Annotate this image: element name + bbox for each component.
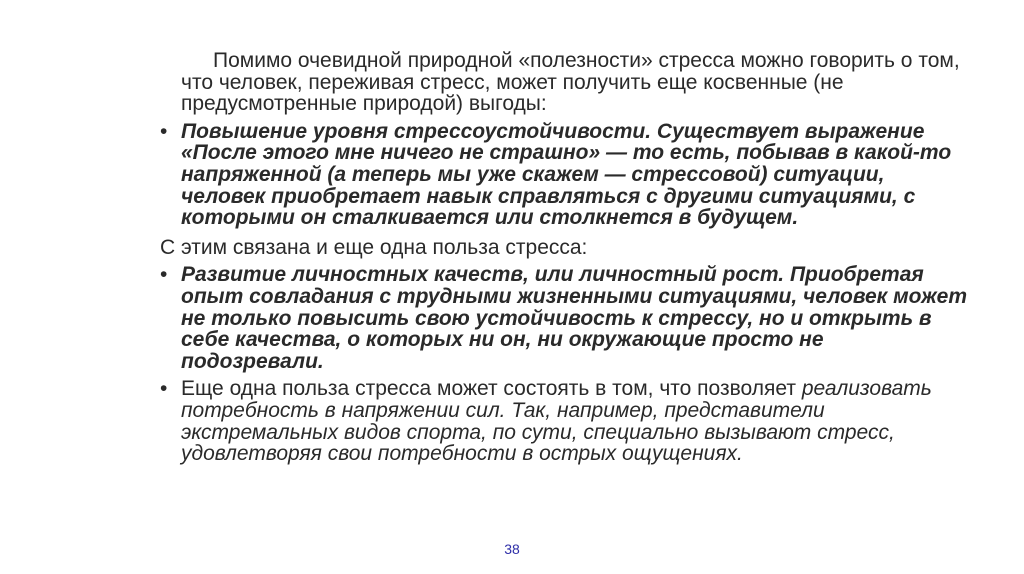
bullet-item-personal-growth xyxy=(160,264,972,372)
intro-paragraph: Помимо очевидной природной «полезности» стресса можно говорить о том, что человек, переживая стресс, может получить еще косвенные (не предусмотренные природой) выгоды: xyxy=(181,49,960,116)
bullet-text-extreme-sports-lead: Еще одна польза стресса может состоять в том, что позволяет xyxy=(181,377,796,401)
slide-body xyxy=(160,50,972,465)
bullet-text-extreme-sports-italic: реализовать потребность в напряжении сил. Так, например, представители экстремальных видов спорта, по сути, специально вызывают стресс, удовлетворяя свои потребности в острых ощущениях. xyxy=(181,377,932,466)
bullet-item-stress-resistance xyxy=(160,121,972,229)
bullet-icon: • xyxy=(160,119,168,143)
connector-paragraph: С этим связана и еще одна польза стресса: xyxy=(160,235,588,259)
bullet-text-personal-growth: Развитие личностных качеств, или личностный рост. Приобретая опыт совладания с трудными жизненными ситуациями, человек может не только повысить свою устойчивость к стрессу, но и открыть в себе качества, о которых ни он, ни окружающие просто не подозревали. xyxy=(181,263,968,373)
bullet-text-stress-resistance: Повышение уровня стрессоустойчивости. Существует выражение «После этого мне ничего не страшно» — то есть, побывав в какой-то напряженной (а теперь мы уже скажем — стрессовой) ситуации, человек приобретает навык справляться с другими ситуациями, с которыми он сталкивается или столкнется в будущем. xyxy=(181,119,952,230)
bullet-icon: • xyxy=(160,377,168,401)
bullet-item-extreme-sports xyxy=(160,378,972,464)
bullet-icon: • xyxy=(160,263,168,287)
page-number: 38 xyxy=(504,541,520,557)
